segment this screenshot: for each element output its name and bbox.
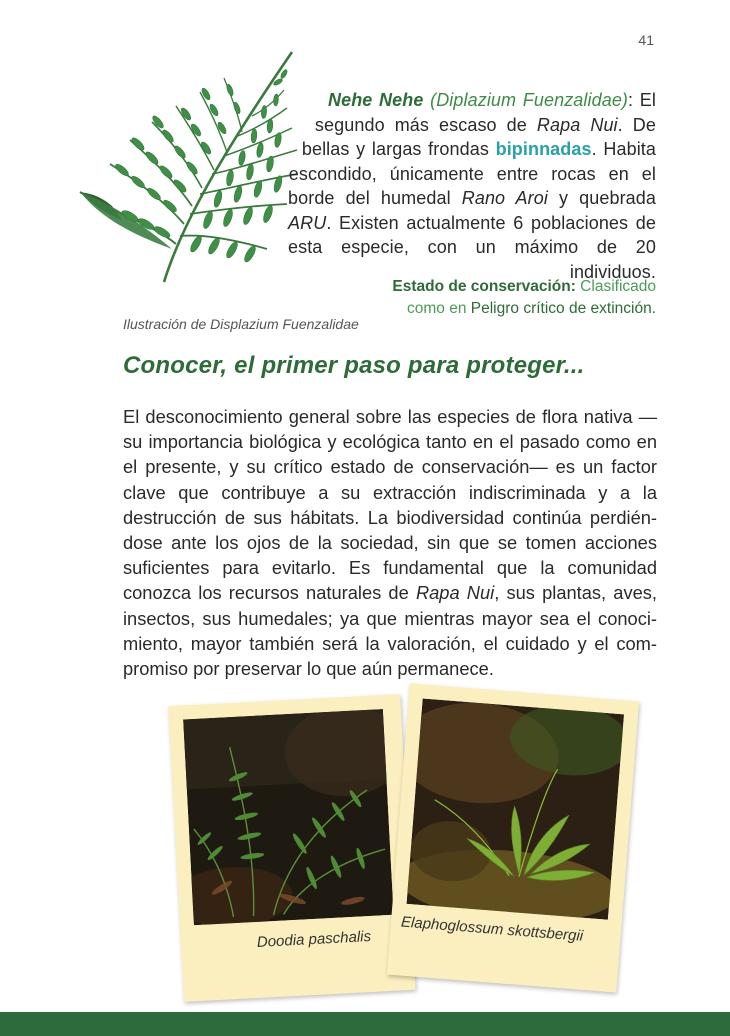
photo-caption: Elaphoglossum skottsbergii xyxy=(400,913,584,945)
fern-illustration xyxy=(72,44,312,294)
keyword-bipinnadas: bipinnadas xyxy=(495,139,592,159)
species-common-name: Nehe Nehe xyxy=(328,90,424,110)
species-scientific-name: (Diplazium Fuenzalidae) xyxy=(430,90,629,110)
photo-card-elaphoglossum xyxy=(387,683,639,992)
species-text: y quebrada xyxy=(547,188,656,208)
photo-caption: Doodia paschalis xyxy=(256,927,372,951)
footer-band xyxy=(0,1012,730,1036)
conservation-label: Estado de conservación: xyxy=(392,278,576,295)
species-text: . De bellas y largas frondas xyxy=(301,114,656,159)
place-name: ARU xyxy=(288,212,327,233)
species-description xyxy=(288,88,656,284)
species-text: . Existen actualmente 6 poblaciones de esta especie, con un máximo de 20 individuos. xyxy=(288,212,656,282)
illustration-caption: Ilustración de Displazium Fuenzalidae xyxy=(123,316,359,332)
body-text: , sus plantas, aves, insectos, sus humedales; ya que mientras mayor sea el conocimiento, mayor también será la valoración, el cuidado y el compromiso por preservar lo que aún permanece. xyxy=(123,582,657,680)
conservation-value: Peligro crítico de extinción. xyxy=(470,300,656,317)
fern-photo xyxy=(183,709,394,925)
species-text: . Habita escondido, únicamente entre rocas en el borde del humedal xyxy=(288,139,656,208)
conservation-text: Clasificado como en xyxy=(407,278,656,317)
section-heading: Conocer, el primer paso para proteger... xyxy=(123,352,585,379)
body-text: El desconocimiento general sobre las especies de flora nativa —su importancia biológica y ecológica tanto en el pasado como en el presente, y su crítico estado de conservación— es un factor clave que contribuye a su extracción indiscriminada y a la destrucción de sus hábitats. La biodiversidad continúa perdiéndose ante los ojos de la sociedad, sin que se tomen acciones suficientes para evitarlo. Es fundamental que la comunidad conozca los recursos naturales de xyxy=(123,406,657,604)
place-name: Rapa Nui xyxy=(415,582,495,604)
species-text: : El segundo más escaso de xyxy=(314,90,656,135)
conservation-status xyxy=(356,276,656,320)
place-name: Rapa Nui xyxy=(536,114,618,135)
plant-photo xyxy=(407,698,625,919)
page-number: 41 xyxy=(638,32,654,48)
photo-card-doodia xyxy=(168,694,415,1002)
place-name: Rano Aroi xyxy=(461,188,548,208)
body-paragraph xyxy=(123,404,657,681)
